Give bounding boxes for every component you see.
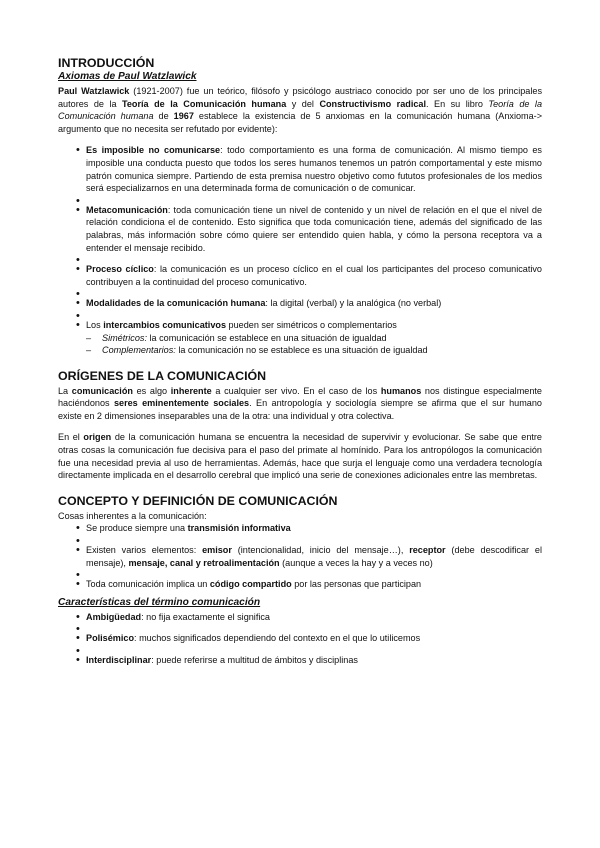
dash-item: – Simétricos: la comunicación se establece en una situación de igualdad: [102, 332, 542, 345]
inherent-item: • Se produce siempre una transmisión informativa: [86, 522, 542, 535]
axiom-item: • Metacomunicación: toda comunicación tiene un nivel de contenido y un nivel de relación en el que el nivel de relación condiciona el de contenido. Esto significa que toda comunicación tiene, además del significado de las palabras, más información sobre cómo quiere ser entendido quien habla, y cómo la persona receptora va a entender el mensaje recibido.: [86, 204, 542, 254]
exchange-types-list: [58, 332, 542, 357]
paragraph-watzlawick: Paul Watzlawick (1921-2007) fue un teórico, filósofo y psicólogo austriaco conocido por ser uno de los principales autores de la Teoría de la Comunicación humana y del Constructivismo radical. En su libro Teoría de la Comunicación humana de 1967 establece la existencia de 5 anxiomas en la comunicación humana (Anxioma-> argumento que no necesita ser refutado por evidente):: [58, 86, 543, 134]
axiom-item: • Modalidades de la comunicación humana: la digital (verbal) y la analógica (no verbal): [86, 297, 542, 310]
inherent-item: • Existen varios elementos: emisor (intencionalidad, inicio del mensaje…), receptor (debe descodificar el mensaje), mensaje, canal y retroalimentación (aunque a veces la hay y a veces no): [86, 544, 542, 569]
axiom-item: • Proceso cíclico: la comunicación es un proceso cíclico en el cual los participantes del proceso comunicativo contribuyen a la continuidad del proceso comunicativo.: [86, 263, 542, 288]
paragraph-origins-2: En el origen de la comunicación humana se encuentra la necesidad de supervivir y evolucionar. Se sabe que entre otras cosas la comunicación fue decisiva para el paso del primate al homínido. Para los antropólogos la comunicación fue una necesidad previa al uso de herramientas. Además, hace que surja el lenguaje como una verdadera tecnología directamente implicada en el desarrollo cerebral que implicó una serie de conexiones adicionales entre las membretas.: [58, 432, 542, 481]
axiom-item: • Es imposible no comunicarse: todo comportamiento es una forma de comunicación. Al mismo tiempo es imposible una conducta puesto que todos los seres humanos tenemos un patrón comportamental y este mismo patrón comunica siempre. Partiendo de esta premisa nuestro objetivo como fututos profesionales de los medios será especializarnos en una determinada forma de comunicación o de comunicar.: [86, 144, 542, 194]
concept-intro: Cosas inherentes a la comunicación:: [58, 510, 207, 521]
paragraph-origins-1: La comunicación es algo inherente a cualquier ser vivo. En el caso de los humanos nos distingue especialmente haciéndonos seres eminentemente sociales. En antropología y sociología siempre se afirma que el sur humano existe en 2 dimensiones inseparables una de la otra: una individual y otra colectiva.: [58, 385, 542, 421]
heading-origenes: ORÍGENES DE LA COMUNICACIÓN: [58, 368, 267, 383]
heading-introduccion: INTRODUCCIÓN: [58, 56, 155, 70]
axiom-item: • Los intercambios comunicativos pueden ser simétricos o complementarios: [86, 319, 542, 332]
axioms-list: [58, 144, 542, 331]
characteristic-item: • Polisémico: muchos significados dependiendo del contexto en el que lo utilicemos: [86, 632, 542, 645]
characteristics-list: [58, 611, 542, 667]
subheading-axiomas: Axiomas de Paul Watzlawick: [58, 71, 197, 82]
inherent-list: [58, 522, 542, 590]
dash-item: – Complementarios: la comunicación no se establece es una situación de igualdad: [102, 344, 542, 357]
subheading-caracteristicas: Características del término comunicación: [58, 596, 261, 608]
characteristic-item: • Ambigüedad: no fija exactamente el significa: [86, 611, 542, 624]
characteristic-item: • Interdisciplinar: puede referirse a multitud de ámbitos y disciplinas: [86, 654, 542, 667]
inherent-item: • Toda comunicación implica un código compartido por las personas que participan: [86, 578, 542, 591]
heading-concepto: CONCEPTO Y DEFINICIÓN DE COMUNICACIÓN: [58, 493, 338, 508]
